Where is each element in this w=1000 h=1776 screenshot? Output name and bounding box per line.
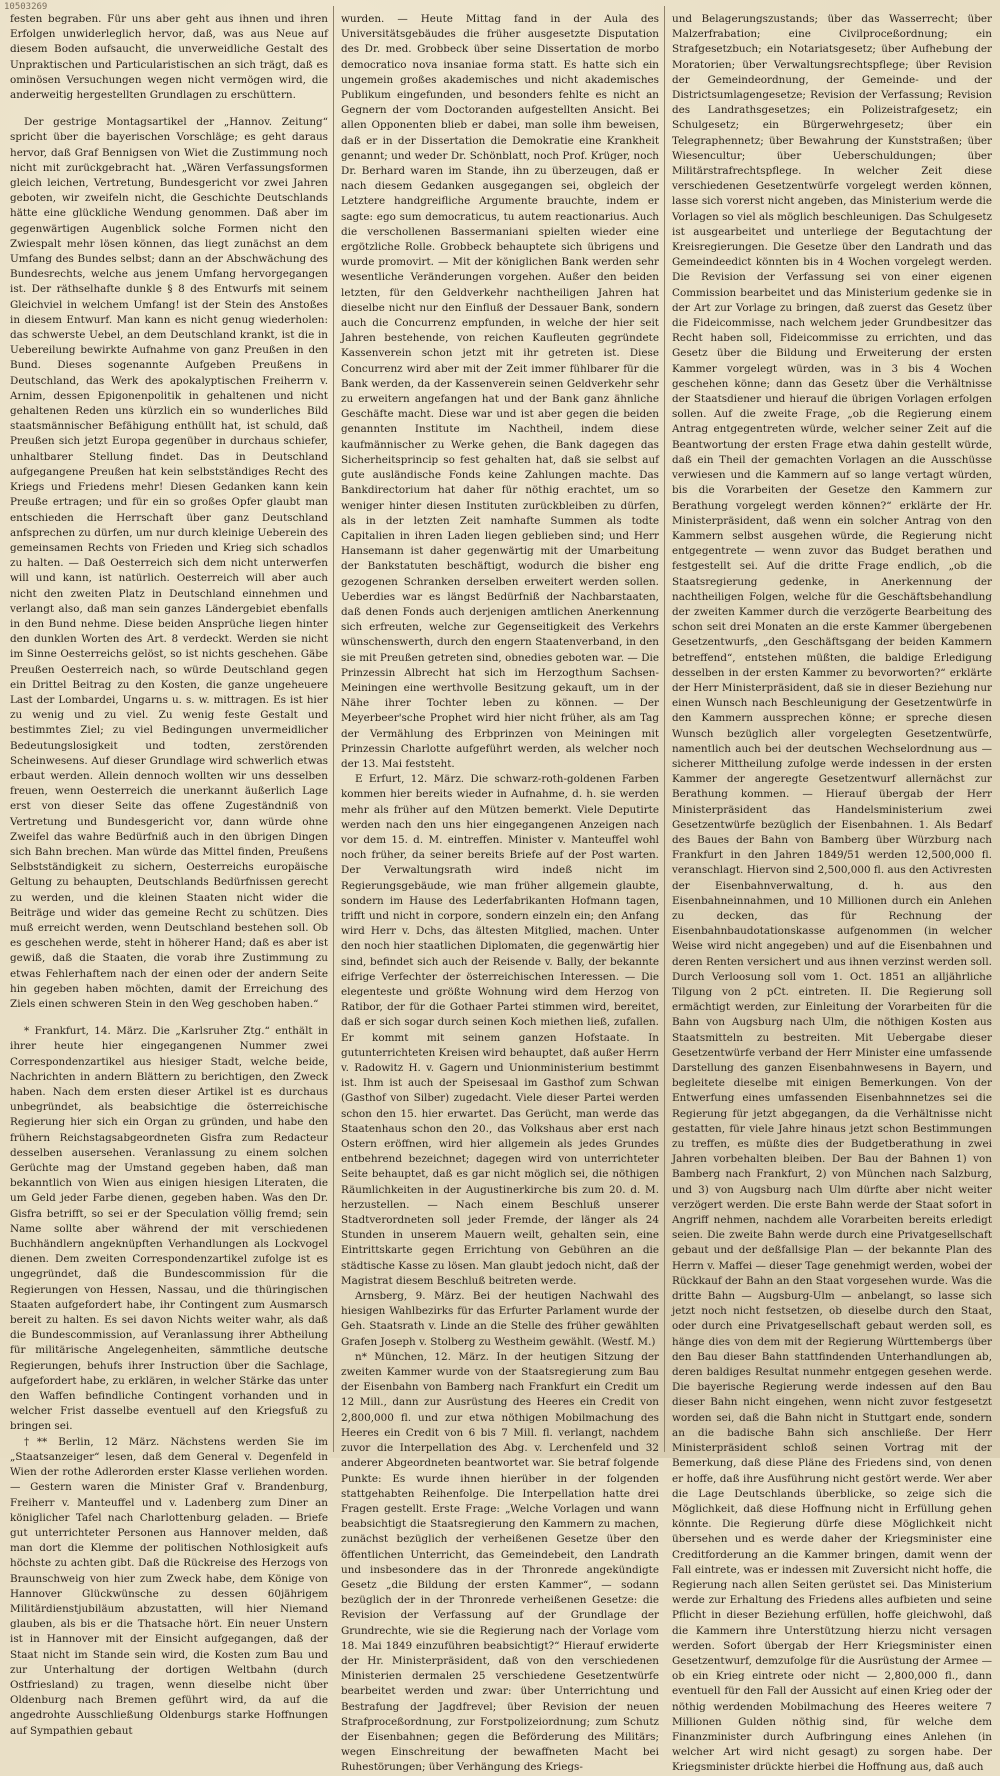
- column-1: [10, 12, 328, 1737]
- column-2: [341, 12, 659, 1774]
- article-paragraph: Der gestrige Montagsartikel der „Hannov. Zeitung“ spricht über die bayerischen Vorschläge; es geht daraus hervor, daß Graf Bennigsen von Wiet die Zustimmung noch nicht mit zurückgebracht hat. „Wären Verfassungsformen gleich leichen, Vertretung, Bundesgericht vor zwei Jahren geboten, wir zweifeln nicht, die Geschichte Deutschlands hätte eine glückliche Wendung genommen. Daß aber im gegenwärtigen Augenblick solche Formen nicht den Zwiespalt mehr lösen können, das liegt zunächst an dem Umfang des Bundes selbst; dann an der Abschwächung des Bundesrechts, welche aus jenem Umfang hervorgegangen ist. Der räthselhafte dunkle § 8 des Entwurfs mit seinem Gleichviel in welchem Umfang! ist der Stein des Anstoßes in diesem Entwurf. Man kann es nicht genug wiederholen: das schwerste Uebel, an dem Deutschland krankt, ist die in Uebereilung bewirkte Aufnahme von ganz Preußen in den Bund. Dieses sogenannte Aufgeben Preußens in Deutschland, das Werk des apokalyptischen Freiherrn v. Arnim, dessen Epigonenpolitik in gehaltenen und nicht gehaltenen Reden uns kürzlich ein so wunderliches Bild staatsmännischer Befähigung enthüllt hat, ist schuld, daß Preußen sich jetzt Europa gegenüber in durchaus schiefer, unhaltbarer Stellung findet. Das in Deutschland aufgegangene Preußen hat kein selbstständiges Recht des Kriegs und Friedens mehr! Diesen Gedanken kann kein Preuße ertragen; und für ein so großes Opfer glaubt man entschieden die Herrschaft über ganz Deutschland anfsprechen zu dürfen, um nur durch kleinige Ueberein des gemeinsamen Rechts von Frieden und Krieg sich schadlos zu halten. — Daß Oesterreich sich dem nicht unterwerfen will und kann, ist natürlich. Oesterreich will aber auch nicht den zweiten Platz in Deutschland einnehmen und verlangt also, daß man sein ganzes Ländergebiet ebenfalls in den Bund nehme. Diese beiden Ansprüche liegen hinter den dunklen Worten des Art. 8 verdeckt. Werden sie nicht im Sinne Oesterreichs gelöst, so ist nichts geschehen. Gäbe Preußen Oesterreich nach, so würde Deutschland gegen ein Drittel Beitrag zu den Kosten, die ganze ungeheuere Last der Lombardei, Ungarns u. s. w. mittragen. Es ist hier zu wenig und zu viel. Zu wenig feste Gestalt und bestimmtes Ziel; zu viel Bedingungen unvermeidlicher Bedeutungslosigkeit und todten, zerstörenden Scheinwesens. Auf dieser Grundlage wird schwerlich etwas erbaut werden. Allein dennoch wollten wir uns desselben freuen, wenn Oesterreich die unerkannt äußerlich Lage erst von dieser Seite das offene Zugeständniß von Vertretung und Bundesgericht vor, dann würde ohne Zweifel das wahre Bedürfniß auch in den übrigen Dingen sich Bahn brechen. Man würde das Mittel finden, Preußens Selbstständigkeit zu sichern, Oesterreichs europäische Geltung zu behaupten, Deutschlands Bedürfnissen gerecht zu werden, und die kleinen Staaten nicht wider die Beiträge und wider das gemeine Recht zu schützen. Dies muß erreicht werden, wenn Deutschland bestehen soll. Ob es geschehen werde, steht in höherer Hand; daß es aber ist gewiß, daß die Staaten, die vorab ihre Zustimmung zu etwas Fehlerhaftem nach der einen oder der andern Seite hin gegeben haben möchten, damit der Erreichung des Ziels einen schweren Stein in den Weg geschoben haben.“: [10, 116, 328, 1010]
- article-paragraph: E Erfurt, 12. März. Die schwarz-roth-goldenen Farben kommen hier bereits wieder in Aufnahme, d. h. sie werden mehr als früher auf den Mützen bemerkt. Viele Deputirte werden nach den uns hier eingegangenen Anzeigen nach vor dem 15. d. M. eintreffen. Minister v. Manteuffel wohl noch früher, da seiner bereits Briefe auf der Post warten. Der Verwaltungsrath wird indeß nicht im Regierungsgebäude, wie man früher allgemein glaubte, sondern im Hause des Lederfabrikanten Hofmann tagen, trifft und nicht in corpore, sondern einzeln ein; den Anfang wird Herr v. Dchs, das ältesten Mitglied, machen. Unter den noch hier staatlichen Diplomaten, die gegenwärtig hier sind, befindet sich auch der Reisende v. Bally, der bekannte eifrige Verfechter der österreichischen Interessen. — Die elegenteste und größte Wohnung wird dem Herzog von Ratibor, der für die Gothaer Partei stimmen wird, bereitet, daß er sich sogar durch seinen Koch miethen ließ, zufallen. Er kommt mit seinem ganzen Hofstaate. In gutunterrichteten Kreisen wird behauptet, daß außer Herrn v. Radowitz H. v. Gagern und Unionministerium bestimmt ist. Ihm ist auch der Speisesaal im Gasthof zum Schwan (Gasthof von Silber) zugedacht. Viele dieser Partei werden schon den 15. hier erwartet. Das Gerücht, man werde das Staatenhaus schon den 20., das Volkshaus aber erst nach Ostern eröffnen, wird hier allgemein als jedes Grundes entbehrend bezeichnet; dagegen wird von unterrichteter Seite behauptet, daß es gar nicht möglich sei, die nöthigen Räumlichkeiten in der Augustinerkirche bis zum 20. d. M. herzustellen. — Nach einem Beschluß unserer Stadtverordneten soll jeder Fremde, der länger als 24 Stunden in unserem Mauern weilt, gehalten sein, eine Eintrittskarte gegen Errichtung von Gebühren an die städtische Kasse zu lösen. Man glaubt jedoch nicht, daß der Magistrat diesem Beschluß beitreten werde.: [341, 773, 659, 1287]
- article-paragraph: * Frankfurt, 14. März. Die „Karlsruher Ztg.“ enthält in ihrer heute hier eingegangenen Nummer zwei Correspondenzartikel aus hiesiger Stadt, welche beide, Nachrichten in andern Blättern zu berichtigen, den Zweck haben. Nach dem ersten dieser Artikel ist es durchaus unbegründet, als beabsichtige die österreichische Regierung hier sich ein Organ zu gründen, und habe den frühern Reichstagsabgeordneten Gisfra zum Redacteur desselben ausersehen. Veranlassung zu einem solchen Gerüchte mag der Umstand gegeben haben, daß man bekanntlich von Wien aus einigen hiesigen Literaten, die um Geld jeder Farbe dienen, gegeben haben. Was den Dr. Gisfra betrifft, so sei er der Speculation völlig fremd; sein Name sollte aber während der mit verschiedenen Buchhändlern angeknüpften Verhandlungen als Lockvogel dienen. Dem zweiten Correspondenzartikel zufolge ist es ungegründet, daß die Bundescommission für die Regierungen von Hessen, Nassau, und die thüringischen Staaten aufgefordert habe, ihr Contingent zum Ausmarsch bereit zu halten. Es sei davon Nichts weiter wahr, als daß die Bundescommission, auf Veranlassung ihrer Abtheilung für militärische Angelegenheiten, sämmtliche deutsche Regierungen, behufs ihrer Instruction über die Sachlage, aufgefordert habe, zu erklären, in welcher Stärke das unter den Waffen befindliche Contingent vorhanden und in welcher Frist dasselbe eventuell auf den Kriegsfuß zu bringen sei.: [10, 1025, 328, 1433]
- article-paragraph: wurden. — Heute Mittag fand in der Aula des Universitätsgebäudes die früher ausgesetzte Disputation des Dr. med. Grobbeck über seine Dissertation de morbo democratico nova insaniae forma statt. Es hatte sich ein ungemein großes akademisches und nicht akademisches Publikum eingefunden, und besonders fehlte es nicht an Gegnern der vom Doctoranden aufgestellten Ansicht. Bei allen Opponenten blieb er dabei, man solle ihm beweisen, daß er in der Dissertation die Demokratie eine Krankheit genannt; und weder Dr. Schönblatt, noch Prof. Krüger, noch Dr. Berhard waren im Stande, ihn zu überzeugen, daß er nach diesem Gedanken ausgegangen sei, obgleich der Letztere handgreifliche Argumente brauchte, indem er sagte: ego sum democraticus, tu autem reactionarius. Auch die verschollenen Bassermaniani spielten wieder eine ergötzliche Rolle. Grobbeck behauptete sich übrigens und wurde promovirt. — Mit der königlichen Bank werden sehr wesentliche Veränderungen vorgehen. Außer den beiden letzten, für den Geldverkehr nachtheiligen Jahren hat dieselbe nicht nur den Einfluß der Dessauer Bank, sondern auch die Concurrenz empfunden, in welche der hier seit Jahren bestehende, von reichen Kaufleuten gegründete Kassenverein schon jetzt mit ihr getreten ist. Diese Concurrenz wird aber mit der Zeit immer fühlbarer für die Bank werden, da der Kassenverein seinen Geldverkehr sehr zu erweitern angefangen hat und der Bank ganz ähnliche Geschäfte macht. Diese war und ist aber gegen die beiden genannten Institute im Nachtheil, indem diese kaufmännischer zu Werke gehen, die Bank dagegen das Sicherheitsprincip so fest gehalten hat, daß sie selbst auf gute ausländische Fonds keine Zahlungen machte. Das Bankdirectorium hat daher für nöthig erachtet, um so weniger hinter diesen Instituten zurückbleiben zu dürfen, als in der letzten Zeit namhafte Summen als todte Capitalien in ihren Laden liegen geblieben sind; und Herr Hansemann ist daher gegenwärtig mit der Umarbeitung der Bankstatuten beschäftigt, wodurch die bisher eng gezogenen Schranken derselben erweitert werden sollen. Ueberdies war es längst Bedürfniß der Nachbarstaaten, daß denen Fonds auch derjenigen amtlichen Anerkennung sich erfreuten, welche zur Gegenseitigkeit des Verkehrs wünschenswerth, durch den engern Staatenverband, in den sie mit Preußen getreten sind, obnedies geboten war. — Die Prinzessin Albrecht hat sich im Herzogthum Sachsen-Meiningen eine werthvolle Besitzung gekauft, um in der Nähe ihrer Tochter leben zu können. — Der Meyerbeer'sche Prophet wird hier nicht früher, als am Tag der Vermählung des Erbprinzen von Meiningen mit Prinzessin Charlotte aufgeführt werden, als welcher noch der 13. Mai feststeht.: [341, 13, 659, 770]
- column-rule: [333, 6, 334, 1452]
- article-paragraph: und Belagerungszustands; über das Wasserrecht; über Malzerfrabation; eine Civilproceßordnung; ein Strafgesetzbuch; ein Notariatsgesetz; über Aufhebung der Moratorien; über Verwaltungsrechtspflege; über Revision der Gemeindeordnung, der Gemeinde- und der Districtsumlagengesetze; Revision der Verfassung; Revision des Landrathsgesetzes; ein Polizeistrafgesetz; ein Schulgesetz; ein Bürgerwehrgesetz; über ein Telegraphennetz; über Bewahrung der Kunststraßen; über Wiesencultur; über Ueberschuldungen; über Militärstrafrechtspflege. In welcher Zeit diese verschiedenen Gesetzentwürfe vorgelegt werden können, lasse sich vorerst nicht angeben, das Ministerium werde die Vorlagen so viel als möglich beschleunigen. Das Schulgesetz ist ausgearbeitet und unterliege der Begutachtung der Kreisregierungen. Die Gesetze über den Landrath und das Gemeindeedict könnten bis in 4 Wochen vorgelegt werden. Die Revision der Verfassung sei von einer eigenen Commission bearbeitet und das Ministerium gedenke sie in der Art zur Vorlage zu bringen, daß zuerst das Gesetz über die Fideicommisse, nach welchem jeder Grundbesitzer das Recht haben soll, Fideicommisse zu errichten, und das Gesetz über die Bildung und Erweiterung der ersten Kammer vorgelegt würden, was in 3 bis 4 Wochen geschehen könne; dann das Gesetz über die Verhältnisse der Staatsdiener und hierauf die übrigen Vorlagen erfolgen sollen. Auf die zweite Frage, „ob die Regierung einem Antrag entgegentreten würde, welcher seiner Zeit auf die Beantwortung der ersten Frage etwa dahin gestellt würde, daß ein Theil der gemachten Vorlagen an die Ausschüsse verwiesen und die Kammern auf so lange vertagt würden, bis die Vorarbeiten der Gesetze den Kammern zur Berathung vorgelegt werden können?“ erklärte der Hr. Ministerpräsident, daß wenn ein solcher Antrag von den Kammern selbst ausgehen würde, die Regierung nicht entgegentrete — wenn zuvor das Budget berathen und festgestellt sei. Auf die dritte Frage endlich, „ob die Staatsregierung gedenke, in Anerkennung der nachtheiligen Folgen, welche für die Geschäftsbehandlung der zweiten Kammer durch die verzögerte Bearbeitung des schon seit drei Monaten an die erste Kammer übergebenen Gesetzentwurfs, „den Geschäftsgang der beiden Kammern betreffend“, entstehen müßten, die baldige Erledigung desselben in der ersten Kammer zu bevorworten?“ erklärte der Herr Ministerpräsident, daß sie in dieser Beziehung nur einen Wunsch nach Beschleunigung der Gesetzentwürfe in den Kammern aussprechen könne; er spreche diesen Wunsch bezüglich aller vorgelegten Gesetzentwürfe, namentlich auch bei der deutschen Wechselordnung aus — sicherer Mittheilung zufolge werde indessen in der ersten Kammer der angeregte Gesetzentwurf allernächst zur Berathung kommen. — Hierauf übergab der Herr Ministerpräsident das Handelsministerium zwei Gesetzentwürfe bezüglich der Eisenbahnen. 1. Als Bedarf des Baues der Bahn von Bamberg über Würzburg nach Frankfurt in den Jahren 1849/51 werden 12,500,000 fl. veranschlagt. Hiervon sind 2,500,000 fl. aus den Activresten der Eisenbahnverwaltung, d. h. aus den Eisenbahneinnahmen, und 10 Millionen durch ein Anlehen zu decken, das für Rechnung der Eisenbahnbaudotationskasse aufgenommen (in welcher Weise wird nicht angegeben) und auf die Eisenbahnen und deren Renten versichert und aus ihnen verzinst werden soll. Durch Verloosung soll vom 1. Oct. 1851 an alljährliche Tilgung von 2 pCt. eintreten. II. Die Regierung soll ermächtigt werden, zur Einleitung der Vorarbeiten für die Bahn von Augsburg nach Ulm, die nöthigen Kosten aus Staatsmitteln zu bestreiten. Mit Uebergabe dieser Gesetzentwürfe verband der Herr Minister eine umfassende Darstellung des ganzen Eisenbahnwesens in Bayern, und begleitete dieselbe mit einigen Bemerkungen. Von der Entwerfung eines umfassenden Eisenbahnnetzes sei die Regierung für jetzt abgegangen, da die Verhältnisse nicht gestatten, für viele Jahre hinaus jetzt schon Bestimmungen zu treffen, es müßte dies der Budgetberathung in zwei Jahren vorbehalten bleiben. Der Bau der Bahnen 1) von Bamberg nach Frankfurt, 2) von München nach Salzburg, und 3) von Augsburg nach Ulm dürfte aber nicht weiter verzögert werden. Die erste Bahn werde der Staat sofort in Angriff nehmen, nachdem alle Vorarbeiten bereits erledigt seien. Die zweite Bahn werde durch eine Privatgesellschaft gebaut und der deßfallsige Plan — der bekannte Plan des Herrn v. Maffei — dieser Tage genehmigt werden, wobei der Rückkauf der Bahn an den Staat vorgesehen wurde. Was die dritte Bahn — Augsburg-Ulm — anbelangt, so lasse sich jetzt noch nicht festsetzen, ob dieselbe durch den Staat, oder durch eine Privatgesellschaft gebaut werden soll, es hänge dies von dem mit der Regierung Württembergs über den Bau dieser Bahn stattfindenden Unterhandlungen ab, deren baldiges Resultat nunmehr entgegen gesehen werde. Die bayerische Regierung werde indessen auf den Bau dieser Bahn nicht eingehen, wenn nicht zuvor festgesetzt worden sei, daß die Bahn nicht in Stuttgart ende, sondern an die badische Bahn sich anschließe. Der Herr Ministerpräsident schloß seinen Vortrag mit der Bemerkung, daß diese Pläne des Friedens sind, von denen er hoffe, daß ihre Ausführung nicht gestört werde. Wer aber die Lage Deutschlands überblicke, so zeige sich die Möglichkeit, daß diese Hoffnung nicht in Erfüllung gehen könnte. Die Regierung dürfe diese Möglichkeit nicht übersehen und es werde daher der Kriegsminister eine Creditforderung an die Kammer bringen, damit wenn der Fall eintrete, was er indessen mit Zuversicht nicht hoffe, die Regierung nach allen Seiten gerüstet sei. Das Ministerium werde zur Erhaltung des Friedens alles aufbieten und seine Pflicht in dieser Beziehung erfüllen, hoffe gleichwohl, daß die Kammern ihre Unterstützung hierzu nicht versagen werden. Sofort übergab der Herr Kriegsminister einen Gesetzentwurf, demzufolge für die Ausrüstung der Armee — ob ein Krieg eintrete oder nicht — 2,800,000 fl., dann eventuell für den Fall der Aussicht auf einen Krieg oder der nöthig werdenden Mobilmachung des Heeres weitere 7 Millionen Gulden nöthig sind, für welche dem Finanzminister durch Aufbringung eines Anlehen (in welcher Art wird nicht gesagt) zu sorgen habe. Der Kriegsminister drückte hierbei die Hoffnung aus, daß auch: [672, 13, 992, 1774]
- archive-id: 10503269: [4, 2, 48, 12]
- article-paragraph: festen begraben. Für uns aber geht aus ihnen und ihren Erfolgen unwiderleglich hervor, daß, was aus Neue auf diesem Boden aufsaucht, die unverweidliche Gestalt des Unpraktischen und Particularistischen an sich trägt, daß es ominösen Versuchungen wegen nicht vermögen wird, die anderweitig hergestellten Grundlagen zu erschüttern.: [10, 13, 328, 102]
- column-3: [672, 12, 992, 1774]
- column-rule: [664, 6, 665, 1452]
- article-paragraph: n* München, 12. März. In der heutigen Sitzung der zweiten Kammer wurde von der Staatsregierung zum Bau der Eisenbahn von Bamberg nach Frankfurt ein Credit um 12 Mill., dann zur Ausrüstung des Heeres ein Credit von 2,800,000 fl. und zur etwa nöthigen Mobilmachung des Heeres ein Credit von 6 bis 7 Mill. fl. verlangt, nachdem zuvor die Interpellation des Abg. v. Lerchenfeld und 32 anderer Abgeordneten beantwortet war. Sie betraf folgende Punkte: Es wurde ihnen hierüber in der folgenden stattgehabten Reihenfolge. Die Interpellation hatte drei Fragen gestellt. Erste Frage: „Welche Vorlagen und wann beabsichtigt die Staatsregierung den Kammern zu machen, zunächst bezüglich der verheißenen Gesetze über den öffentlichen Unterricht, das Gemeindebeit, den Landrath und insbesondere das in der Thronrede angekündigte Gesetz „die Bildung der ersten Kammer“, — sodann bezüglich der in der Thronrede verheißenen Gesetze: die Revision der Verfassung auf der Grundlage der Grundrechte, wie sie die Regierung nach der Vorlage vom 18. Mai 1849 einzuführen beabsichtigt?“ Hierauf erwiderte der Hr. Ministerpräsident, daß von den verschiedenen Ministerien dermalen 25 verschiedene Gesetzentwürfe bearbeitet werden und zwar: über Unterrichtung und Bestrafung der Jagdfrevel; über Revision der neuen Strafproceßordnung, zur Forstpolizeiordnung; zum Schutz der Eisenbahnen; gegen die Beförderung des Militärs; wegen Einschreitung der bewaffneten Macht bei Ruhestörungen; über Verhängung des Kriegs-: [341, 1350, 659, 1774]
- article-paragraph: Arnsberg, 9. März. Bei der heutigen Nachwahl des hiesigen Wahlbezirks für das Erfurter Parlament wurde der Geh. Staatsrath v. Linde an die Stelle des früher gewählten Grafen Joseph v. Stolberg zu Westheim gewählt. (Westf. M.): [341, 1290, 659, 1348]
- article-paragraph: †** Berlin, 12 März. Nächstens werden Sie im „Staatsanzeiger“ lesen, daß dem General v. Degenfeld in Wien der rothe Adlerorden erster Klasse verliehen worden. — Gestern waren die Minister Graf v. Brandenburg, Freiherr v. Manteuffel und v. Ladenberg zum Diner an königlicher Tafel nach Charlottenburg geladen. — Briefe gut unterrichteter Personen aus Hannover melden, daß man dort die Klemme der politischen Nothlosigkeit aufs höchste zu achten gibt. Daß die Rückreise des Herzogs von Braunschweig von hier zum Zweck habe, dem Könige von Hannover Glückwünsche zu dessen 60jährigem Militärdienstjubiläum abzustatten, will hier Niemand glauben, als bis er die Thatsache hört. Ein neuer Unstern ist in Hannover mit der Einsicht aufgegangen, daß der Staat nicht im Stande sein wird, die Kosten zum Bau und zur Unterhaltung der dortigen Weltbahn (durch Ostfriesland) zu tragen, wenn dieselbe nicht über Oldenburg nach Bremen geführt wird, da auf die angedrohte Ausschließung Oldenburgs starke Hoffnungen auf Sympathien gebaut: [10, 1435, 328, 1737]
